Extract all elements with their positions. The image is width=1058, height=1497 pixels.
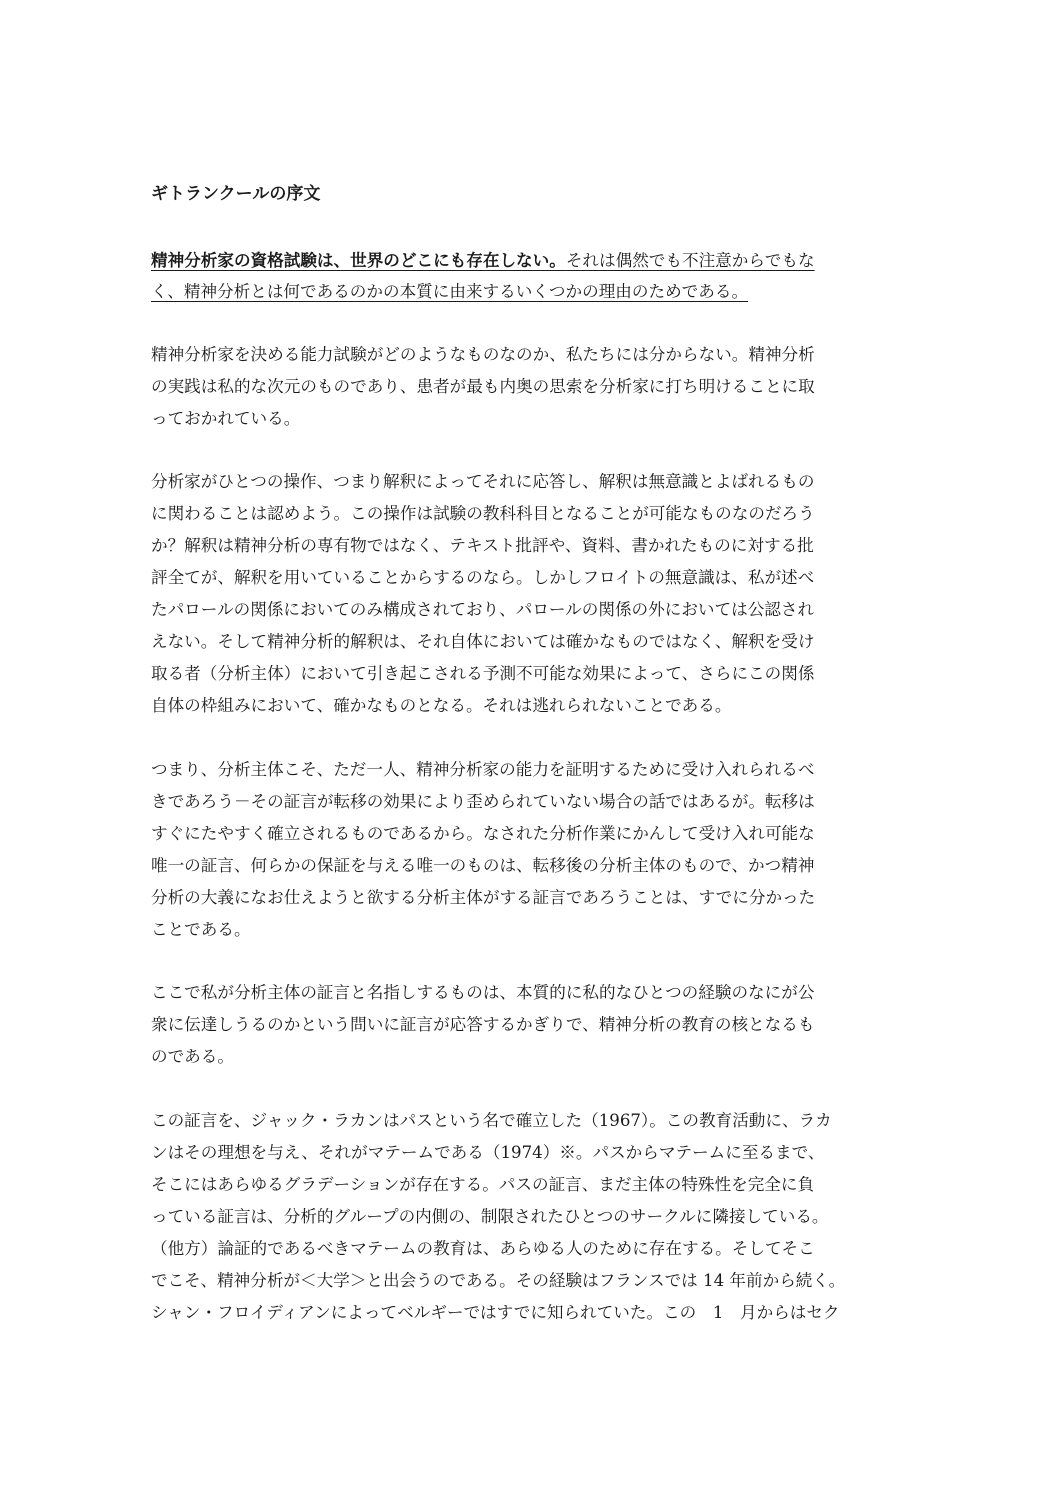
paragraph-line: （他方）論証的であるべきマテームの教育は、あらゆる人のために存在する。そしてそこ [151, 1239, 815, 1258]
lead-line-1 [151, 244, 911, 276]
paragraph-line: に関わることは認めよう。この操作は試験の教科科目となることが可能なものなのだろう [151, 504, 815, 523]
paragraph-line: 分析の大義になお仕えようと欲する分析主体がする証言であろうことは、すでに分かった [151, 888, 816, 907]
paragraph-line: でこそ、精神分析が＜大学＞と出会うのである。その経験はフランスでは 14 年前から続く。 [151, 1271, 846, 1290]
lead-bold-sentence: 精神分析家の資格試験は、世界のどこにも存在しない。 [151, 250, 566, 270]
paragraph-4 [151, 977, 911, 1073]
paragraph-line: か？解釈は精神分析の専有物ではなく、テキスト批評や、資料、書かれたものに対する批 [151, 536, 814, 555]
paragraph-line: ここで私が分析主体の証言と名指しするものは、本質的に私的なひとつの経験のなにが公 [151, 983, 815, 1002]
paragraph-line: ことである。 [151, 920, 251, 939]
paragraph-line: の実践は私的な次元のものであり、患者が最も内奥の思索を分析家に打ち明けることに取 [151, 377, 815, 396]
paragraph-line: 取る者（分析主体）において引き起こされる予測不可能な効果によって、さらにこの関係 [151, 664, 815, 683]
paragraph-3 [151, 754, 911, 946]
paragraph-line: っておかれている。 [151, 409, 301, 428]
paragraph-line: 評全てが、解釈を用いていることからするのなら。しかしフロイトの無意識は、私が述べ [151, 568, 815, 587]
paragraph-line: シャン・フロイディアンによってベルギーではすでに知られていた。この 1 月からはセク [151, 1303, 840, 1322]
paragraph-1 [151, 339, 911, 435]
paragraph-line: 分析家がひとつの操作、つまり解釈によってそれに応答し、解釈は無意識とよばれるもの [151, 472, 815, 491]
paragraph-5 [151, 1105, 911, 1329]
paragraph-line: つまり、分析主体こそ、ただ一人、精神分析家の能力を証明するために受け入れられるべ [151, 760, 815, 779]
paragraph-line: ンはその理想を与え、それがマテームである（1974）※。パスからマテームに至るまで、 [151, 1143, 825, 1162]
lead-paragraph [151, 244, 911, 308]
paragraph-2 [151, 466, 911, 722]
paragraph-line: 衆に伝達しうるのかという問いに証言が応答するかぎりで、精神分析の教育の核となるも [151, 1015, 815, 1034]
paragraph-line: たパロールの関係においてのみ構成されており、パロールの関係の外においては公認され [151, 600, 815, 619]
paragraph-line: すぐにたやすく確立されるものであるから。なされた分析作業にかんして受け入れ可能な [151, 824, 815, 843]
lead-line-1-rest: それは偶然でも不注意からでもな [565, 251, 815, 270]
paragraph-line: 唯一の証言、何らかの保証を与える唯一のものは、転移後の分析主体のもので、かつ精神 [151, 856, 815, 875]
paragraph-line: きであろう－その証言が転移の効果により歪められていない場合の話ではあるが。転移は [151, 792, 815, 811]
paragraph-line: そこにはあらゆるグラデーションが存在する。パスの証言、まだ主体の特殊性を完全に負 [151, 1175, 815, 1194]
paragraph-line: 自体の枠組みにおいて、確かなものとなる。それは逃れられないことである。 [151, 696, 732, 715]
paragraph-line: のである。 [151, 1047, 234, 1066]
paragraph-line: えない。そして精神分析的解釈は、それ自体においては確かなものではなく、解釈を受け [151, 632, 815, 651]
paragraph-line: この証言を、ジャック・ラカンはパスという名で確立した（1967）。この教育活動に、ラカ [151, 1111, 832, 1130]
paragraph-line: 精神分析家を決める能力試験がどのようなものなのか、私たちには分からない。精神分析 [151, 345, 815, 364]
document-title: ギトランクールの序文 [151, 184, 321, 204]
paragraph-line: っている証言は、分析的グループの内側の、制限されたひとつのサークルに隣接している。 [151, 1207, 829, 1226]
lead-line-2: く、精神分析とは何であるのかの本質に由来するいくつかの理由のためである。 [151, 282, 749, 301]
